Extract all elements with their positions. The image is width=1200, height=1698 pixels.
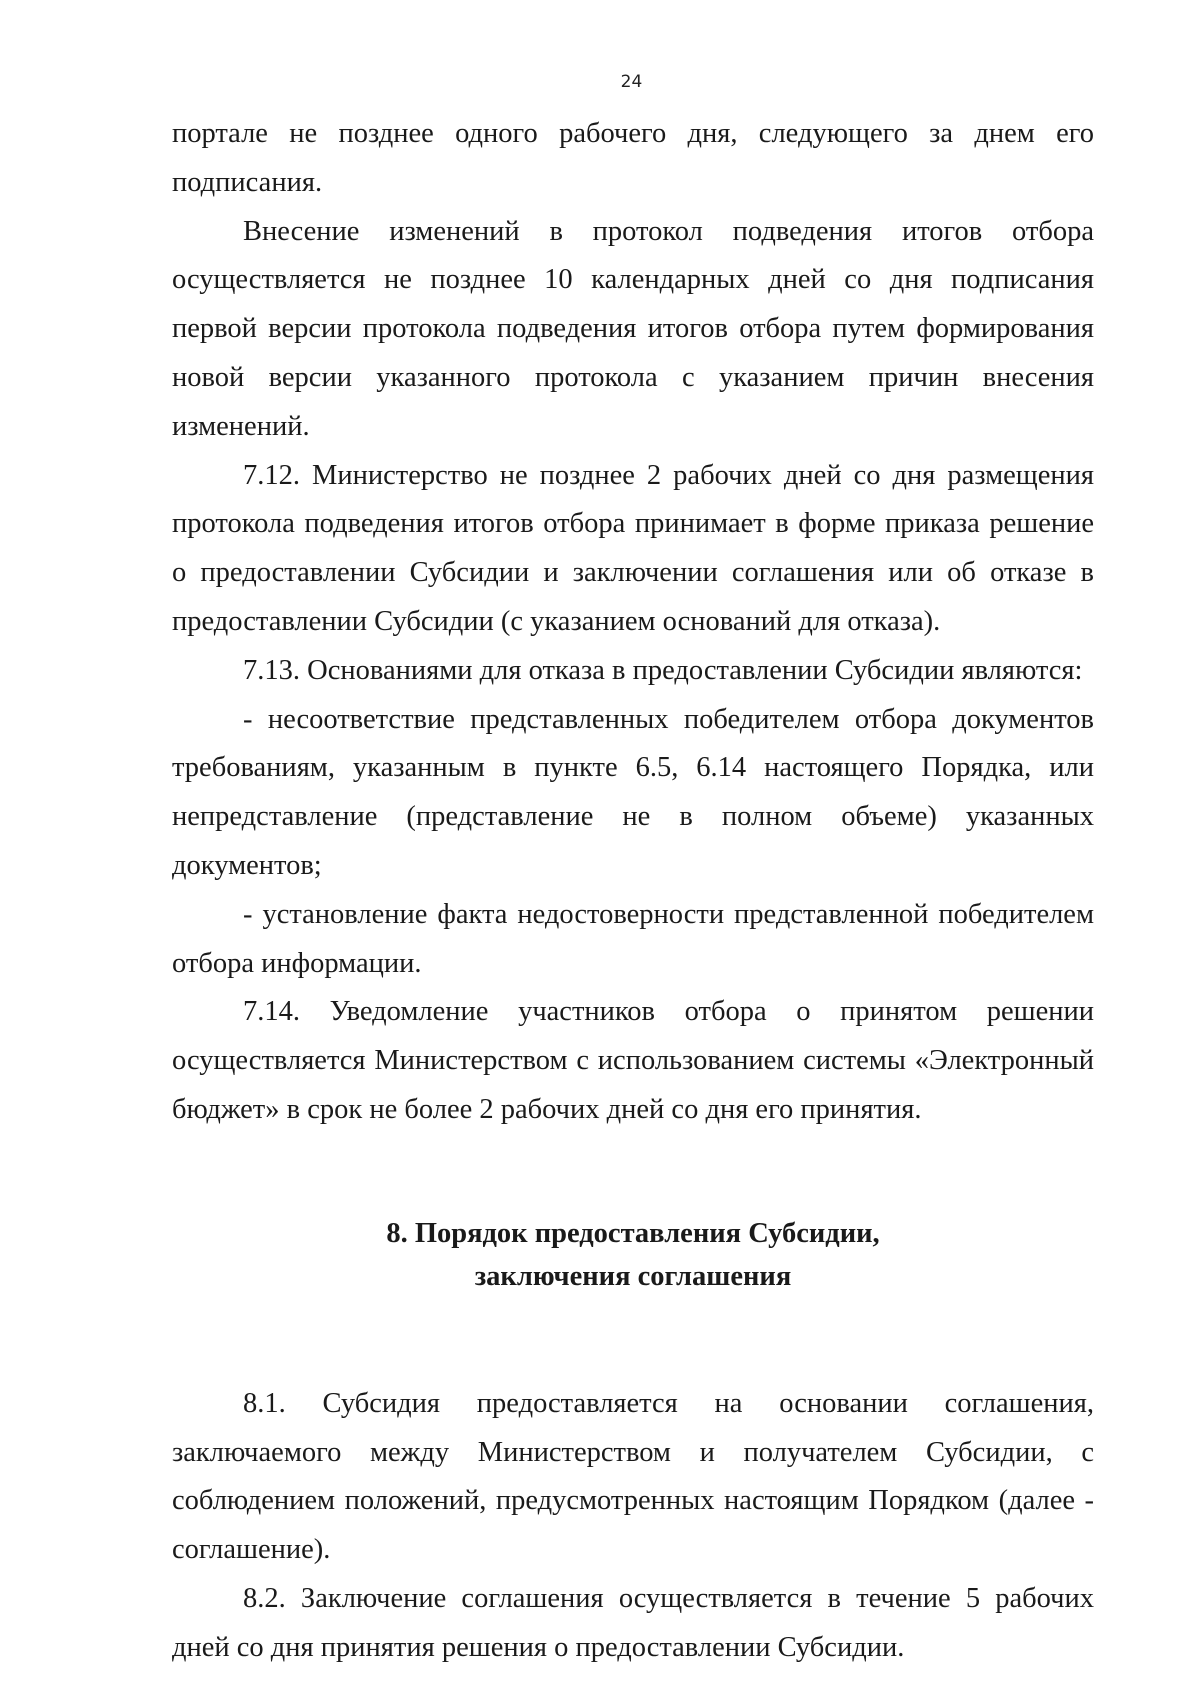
list-item: - несоответствие представленных победителем отбора документов требованиям, указанным в пункте 6.5, 6.14 настоящего Порядка, или непредставление (представление не в полном объеме) указанных документов;	[172, 703, 1094, 881]
paragraph: Внесение изменений в протокол подведения итогов отбора осуществляется не позднее 10 календарных дней со дня подписания первой версии протокола подведения итогов отбора путем формирования новой версии указанного протокола с указанием причин внесения изменений.	[172, 215, 1094, 442]
paragraph-8-2: 8.2. Заключение соглашения осуществляется в течение 5 рабочих дней со дня принятия решения о предоставлении Субсидии.	[172, 1582, 1094, 1663]
list-item: - установление факта недостоверности представленной победителем отбора информации.	[172, 898, 1094, 979]
section-heading-line: 8. Порядок предоставления Субсидии,	[386, 1217, 880, 1249]
page-number: 24	[620, 72, 643, 92]
paragraph-7-14: 7.14. Уведомление участников отбора о принятом решении осуществляется Министерством с использованием системы «Электронный бюджет» в срок не более 2 рабочих дней со дня его принятия.	[172, 996, 1094, 1125]
section-heading-line: заключения соглашения	[474, 1260, 792, 1292]
section-spacer	[172, 1298, 1094, 1380]
paragraph-8-1: 8.1. Субсидия предоставляется на основании соглашения, заключаемого между Министерством и получателем Субсидии, с соблюдением положений, предусмотренных настоящим Порядком (далее - соглашение).	[172, 1387, 1094, 1566]
paragraph: порталe не позднее одного рабочего дня, следующего за днем его подписания.	[172, 118, 1094, 198]
section-heading	[172, 1212, 1094, 1298]
paragraph-7-13: 7.13. Основаниями для отказа в предоставлении Субсидии являются:	[243, 654, 1083, 686]
document-body	[172, 110, 1094, 1673]
section-spacer	[172, 1135, 1094, 1212]
paragraph-7-12: 7.12. Министерство не позднее 2 рабочих дней со дня размещения протокола подведения итогов отбора принимает в форме приказа решение о предоставлении Субсидии и заключении соглашения или об отказе в предоставлении Субсидии (с указанием оснований для отказа).	[172, 459, 1094, 637]
